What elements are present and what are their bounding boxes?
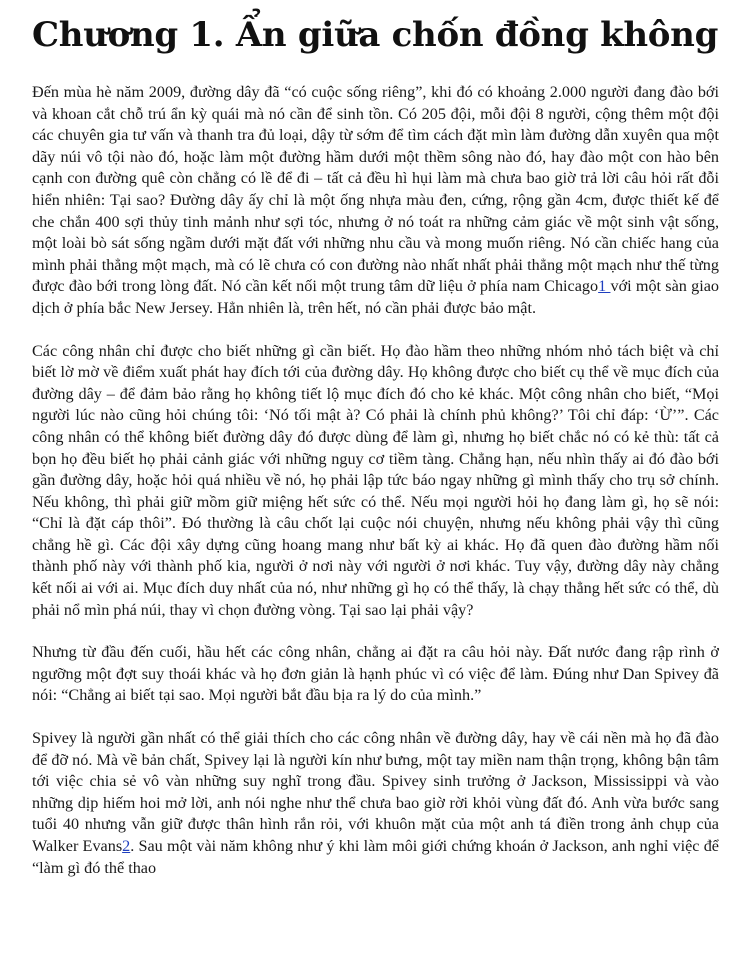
paragraph-1 [32, 82, 719, 320]
paragraph-4 [32, 728, 719, 879]
footnote-link-1[interactable]: 1 [598, 277, 611, 296]
paragraph-2: Các công nhân chỉ được cho biết những gì cần biết. Họ đào hầm theo những nhóm nhỏ tách biệt và chỉ biết lờ mờ về điểm xuất phát hay đích tới của đường dây. Họ không được cho biết cụ thể về mục đích của đường dây – để đảm bảo rằng họ không tiết lộ mục đích đó cho kẻ khác. Một công nhân cho biết, “Mọi người lúc nào cũng hỏi chúng tôi: ‘Nó tối mật à? Có phải là chính phủ không?’ Tôi chỉ đáp: ‘Ừ’”. Các công nhân có thể không biết đường dây đó được dùng để làm gì, nhưng họ biết chắc nó có kẻ thù: tất cả bọn họ đều biết họ phải cảnh giác với những nguy cơ tiềm tàng. Chẳng hạn, nếu nhìn thấy ai đó đào bới gần đường dây, hoặc hỏi quá nhiều về nó, họ phải lập tức báo ngay những gì mình thấy cho trụ sở chính. Nếu không, thì phải giữ mồm giữ miệng hết sức có thể. Nếu mọi người hỏi họ đang làm gì, họ sẽ nói: “Chỉ là đặt cáp thôi”. Đó thường là câu chốt lại cuộc nói chuyện, nhưng nếu không phải vậy thì cũng chẳng hề gì. Các đội xây dựng cũng hoang mang như bất kỳ ai khác. Họ đã quen đào đường hầm nối thành phố này với thành phố kia, người ở nơi này với người ở nơi khác. Tuy vậy, đường dây này chẳng kết nối ai với ai. Mục đích duy nhất của nó, như những gì họ có thể thấy, là chạy thẳng hết sức có thể, dù phải nổ mìn phá núi, thay vì chọn đường vòng. Tại sao lại phải vậy? [32, 341, 719, 619]
paragraph-1-text-b: với một sàn giao dịch ở phía bắc New Jersey. Hẳn nhiên là, trên hết, nó cần phải được bảo mật. [32, 277, 719, 317]
chapter-title: Chương 1. Ẩn giữa chốn đồng không [32, 15, 719, 55]
paragraph-1-text-a: Đến mùa hè năm 2009, đường dây đã “có cuộc sống riêng”, khi đó có khoảng 2.000 người đang đào bới và khoan cắt chỗ trú ẩn kỳ quái mà nó cần để sinh tồn. Có 205 đội, mỗi đội 8 người, cộng thêm một đội các chuyên gia tư vấn và thanh tra đủ loại, dậy từ sớm để tìm cách đặt mìn làm đường dẫn xuyên qua một dãy núi vô tội nào đó, hoặc làm một đường hầm dưới một thềm sông nào đó, hay đào một con hào bên cạnh con đường quê còn chẳng có lề để đi – tất cả đều hì hụi làm mà chưa bao giờ trả lời câu hỏi rất đỗi hiển nhiên: Tại sao? Đường dây ấy chỉ là một ống nhựa màu đen, cứng, rộng gần 4cm, được thiết kế để che chắn 400 sợi thủy tinh mảnh như sợi tóc, nhưng ở nó toát ra những cảm giác về một sinh vật sống, một loài bò sát sống ngầm dưới mặt đất với những nhu cầu và mong muốn riêng. Nó cần chiếc hang của mình phải thẳng một mạch, mà có lẽ chưa có con đường nào nhất nhất phải thẳng một mạch như thế từng được đào bới trong lòng đất. Nó cần kết nối một trung tâm dữ liệu ở phía nam Chicago [32, 83, 719, 296]
paragraph-4-text-b: . Sau một vài năm không như ý khi làm môi giới chứng khoán ở Jackson, anh nghỉ việc để “làm gì đó thể thao [32, 837, 719, 877]
footnote-link-2[interactable]: 2 [122, 837, 131, 855]
paragraph-3: Nhưng từ đầu đến cuối, hầu hết các công nhân, chẳng ai đặt ra câu hỏi này. Đất nước đang rập rình ở ngưỡng một đợt suy thoái khác và họ đơn giản là hạnh phúc vì có việc để làm. Đúng như Dan Spivey đã nói: “Chẳng ai biết tại sao. Mọi người bắt đầu bịa ra lý do của mình.” [32, 643, 719, 705]
paragraph-4-text-a: Spivey là người gần nhất có thể giải thích cho các công nhân về đường dây, hay về cái nền mà họ đã đào để đỡ nó. Mà về bản chất, Spivey lại là người kín như bưng, một tay miền nam thận trọng, không bận tâm tới việc chia sẻ vô vàn những suy nghĩ trong đầu. Spivey sinh trưởng ở Jackson, Mississippi và vào những dịp hiếm hoi mở lời, anh nói nghe như thể chưa bao giờ rời khỏi vùng đất đó. Anh vừa bước sang tuổi 40 nhưng vẫn giữ được thân hình rắn rỏi, với khuôn mặt của một anh tá điền trong ảnh chụp của Walker Evans [32, 729, 719, 855]
